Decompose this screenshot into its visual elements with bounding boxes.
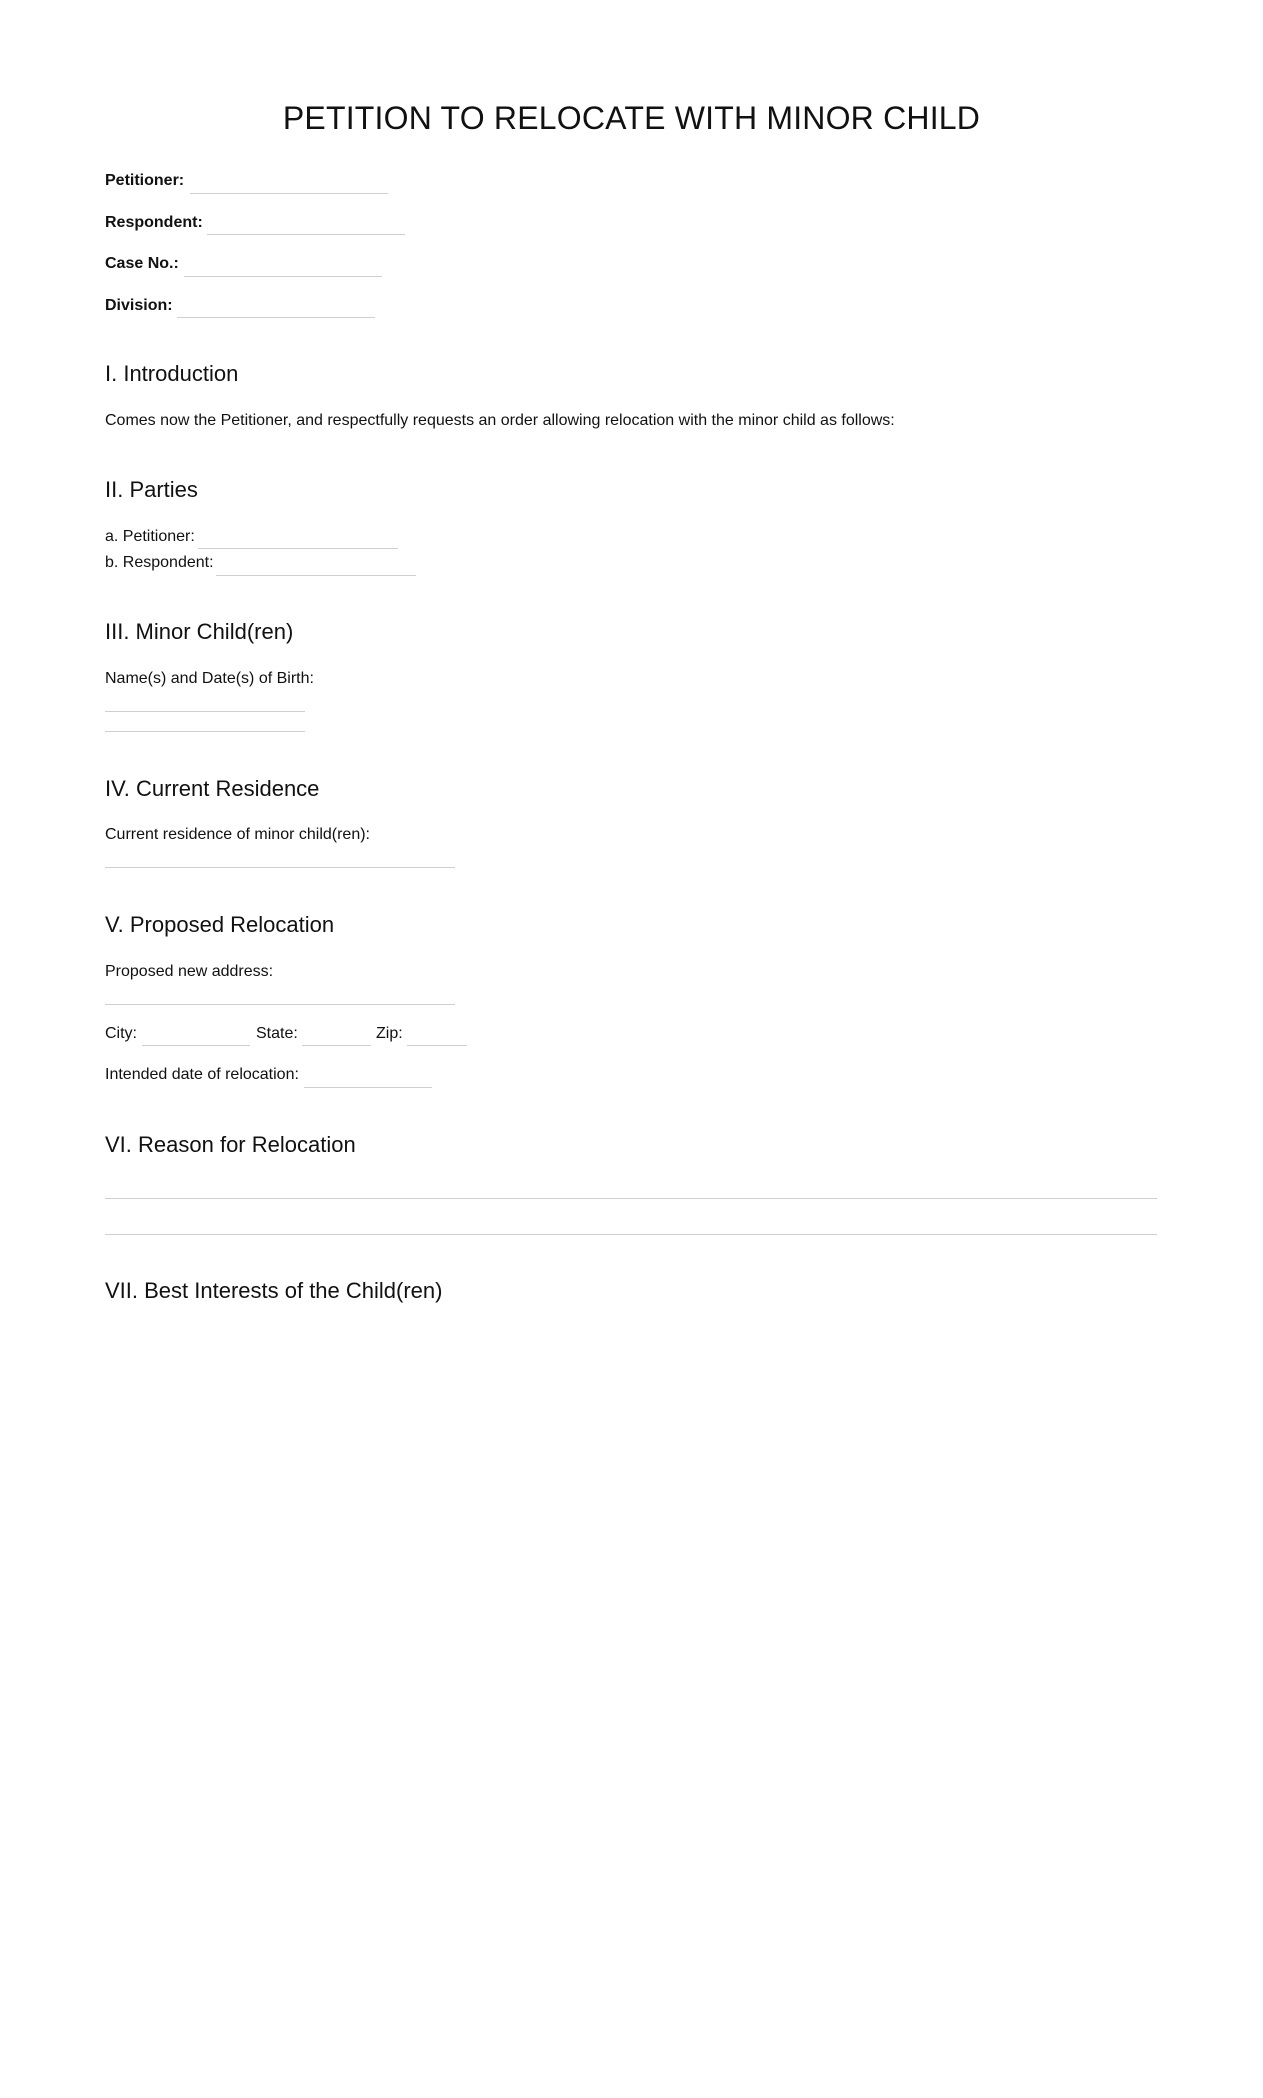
- introduction-heading: I. Introduction: [105, 361, 239, 386]
- respondent-label: Respondent:: [105, 214, 203, 231]
- document-title: PETITION TO RELOCATE WITH MINOR CHILD: [282, 100, 981, 136]
- proposed-relocation-heading: V. Proposed Relocation: [105, 912, 335, 937]
- zip-label: Zip:: [376, 1025, 403, 1042]
- reason-line-1[interactable]: [105, 1198, 1157, 1199]
- parties-respondent-label: b. Respondent:: [105, 554, 214, 571]
- minor-child-line-1[interactable]: [105, 711, 305, 712]
- state-field[interactable]: [302, 1045, 371, 1046]
- reason-line-2[interactable]: [105, 1234, 1157, 1235]
- minor-children-heading: III. Minor Child(ren): [105, 619, 294, 644]
- current-residence-label: Current residence of minor child(ren):: [105, 826, 370, 843]
- case-no-label: Case No.:: [105, 255, 179, 272]
- state-label: State:: [256, 1025, 298, 1042]
- introduction-text: Comes now the Petitioner, and respectfully requests an order allowing relocation with the minor child as follows:: [105, 412, 895, 429]
- case-no-field[interactable]: [184, 276, 382, 277]
- parties-heading: II. Parties: [105, 477, 198, 502]
- current-residence-heading: IV. Current Residence: [105, 776, 320, 801]
- proposed-address-label: Proposed new address:: [105, 963, 274, 980]
- current-residence-field[interactable]: [105, 867, 455, 868]
- petitioner-field[interactable]: [190, 193, 388, 194]
- city-label: City:: [105, 1025, 137, 1042]
- city-field[interactable]: [142, 1045, 250, 1046]
- relocation-date-field[interactable]: [304, 1087, 432, 1088]
- respondent-field[interactable]: [207, 234, 405, 235]
- parties-respondent-field[interactable]: [216, 575, 416, 576]
- best-interests-heading: VII. Best Interests of the Child(ren): [105, 1278, 443, 1303]
- minor-child-line-2[interactable]: [105, 731, 305, 732]
- relocation-date-label: Intended date of relocation:: [105, 1066, 299, 1083]
- division-label: Division:: [105, 297, 173, 314]
- reason-heading: VI. Reason for Relocation: [105, 1132, 356, 1157]
- petitioner-label: Petitioner:: [105, 172, 185, 189]
- parties-petitioner-label: a. Petitioner:: [105, 528, 195, 545]
- division-field[interactable]: [177, 317, 375, 318]
- minor-children-label: Name(s) and Date(s) of Birth:: [105, 670, 314, 687]
- parties-petitioner-field[interactable]: [198, 548, 398, 549]
- zip-field[interactable]: [407, 1045, 467, 1046]
- proposed-address-field[interactable]: [105, 1004, 455, 1005]
